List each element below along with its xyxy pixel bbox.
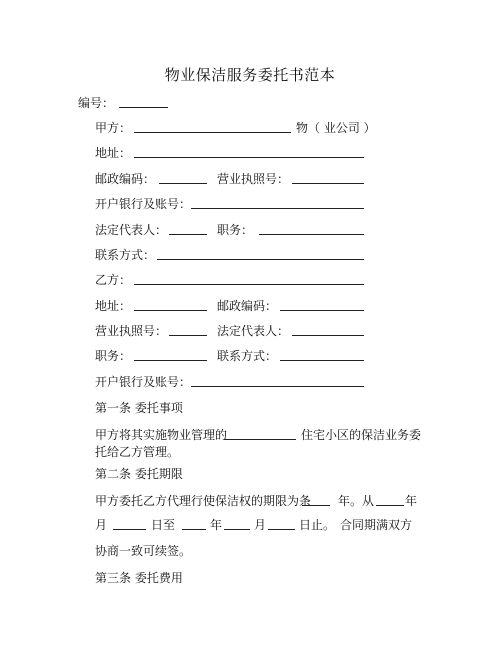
- serial-blank[interactable]: [119, 107, 168, 108]
- party-b-legal-rep-label: 法定代表人：: [217, 324, 290, 338]
- party-a-label: 甲方：: [95, 121, 132, 135]
- article2-text-c: 协商一致可续签。: [95, 544, 192, 558]
- party-a-license-label: 营业执照号：: [217, 172, 290, 186]
- article1-text-b: 住宅小区的保洁业务委: [301, 428, 422, 442]
- party-a-contact-blank[interactable]: [157, 259, 364, 260]
- article1-heading: 第一条 委托事项: [95, 401, 183, 415]
- article2-start-year-blank[interactable]: [376, 505, 404, 506]
- party-b-position-blank[interactable]: [134, 360, 207, 361]
- article1-text-c: 托给乙方管理。: [95, 445, 180, 459]
- article2-text-a: 甲方委托乙方代理行使保洁权的期限为条: [95, 494, 312, 508]
- party-b-contact-label: 联系方式：: [217, 349, 278, 363]
- party-a-legal-rep-label: 法定代表人：: [95, 223, 168, 237]
- article2-month1: 月: [95, 518, 108, 532]
- party-a-legal-rep-blank[interactable]: [169, 234, 207, 235]
- party-a-contact-label: 联系方式：: [95, 248, 156, 262]
- article2-year1: 年。从: [338, 494, 375, 508]
- article3-heading: 第三条 委托费用: [95, 571, 183, 585]
- article2-end-year-blank[interactable]: [224, 529, 250, 530]
- party-a-license-blank[interactable]: [292, 183, 364, 184]
- article2-text-end: 合同期满双方: [340, 518, 413, 532]
- article2-month2: 月: [254, 518, 267, 532]
- serial-label: 编号：: [78, 96, 115, 110]
- party-b-contact-blank[interactable]: [280, 360, 364, 361]
- party-b-legal-rep-blank[interactable]: [292, 335, 364, 336]
- article2-heading: 第二条 委托期限: [95, 467, 183, 481]
- article2-year3: 年: [210, 518, 223, 532]
- article1-community-blank[interactable]: [224, 439, 296, 440]
- party-b-address-blank[interactable]: [134, 310, 207, 311]
- party-b-license-label: 营业执照号：: [95, 324, 168, 338]
- party-a-address-label: 地址：: [95, 146, 132, 160]
- article2-start-month-blank[interactable]: [113, 529, 146, 530]
- party-a-suffix: 物（ 业公司 ）: [296, 121, 376, 135]
- party-a-bank-blank[interactable]: [191, 208, 364, 209]
- party-b-postal-label: 邮政编码：: [217, 299, 278, 313]
- party-b-address-label: 地址：: [95, 299, 132, 313]
- party-a-postal-label: 邮政编码：: [95, 172, 156, 186]
- party-b-postal-blank[interactable]: [280, 310, 364, 311]
- party-a-postal-blank[interactable]: [159, 183, 207, 184]
- article1-text-a: 甲方将其实施物业管理的: [95, 428, 228, 442]
- article2-end-month-blank[interactable]: [268, 529, 295, 530]
- party-b-license-blank[interactable]: [169, 335, 207, 336]
- party-a-position-blank[interactable]: [259, 234, 364, 235]
- party-a-position-label: 职务：: [217, 223, 254, 237]
- article2-year2: 年: [405, 494, 418, 508]
- page-title: 物业保洁服务委托书范本: [164, 66, 336, 84]
- party-a-blank[interactable]: [134, 132, 291, 133]
- party-b-position-label: 职务：: [95, 349, 132, 363]
- party-b-bank-label: 开户银行及账号：: [95, 375, 192, 389]
- party-a-address-blank[interactable]: [134, 157, 364, 158]
- article2-years-blank[interactable]: [302, 505, 330, 506]
- article2-day1: 日至: [151, 518, 176, 532]
- article2-start-day-blank[interactable]: [182, 529, 206, 530]
- party-b-bank-blank[interactable]: [191, 386, 364, 387]
- article2-day2: 日止。: [299, 518, 336, 532]
- party-b-label: 乙方：: [95, 273, 132, 287]
- party-a-bank-label: 开户银行及账号：: [95, 197, 192, 211]
- party-b-blank[interactable]: [134, 284, 364, 285]
